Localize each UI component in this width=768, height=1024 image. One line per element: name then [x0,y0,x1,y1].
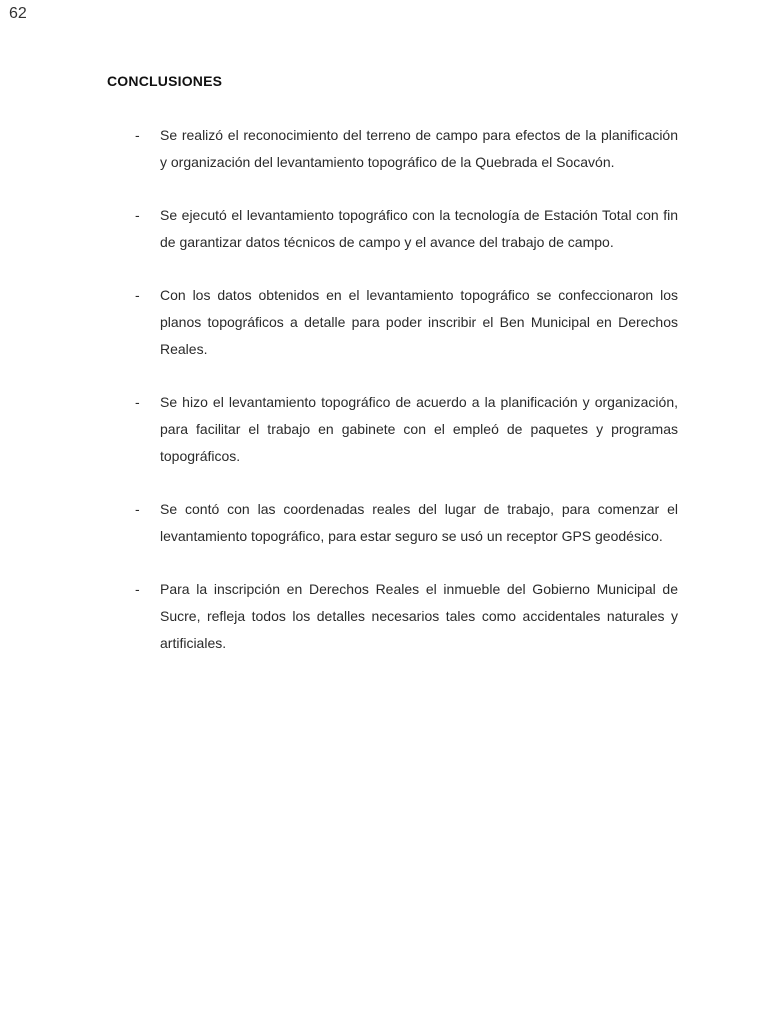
list-item [0,496,768,550]
bullet-dash: - [135,394,140,410]
list-item-text: Se ejecutó el levantamiento topográfico con la tecnología de Estación Total con fin de garantizar datos técnicos de campo y el avance del trabajo de campo. [160,207,678,250]
list-item [0,122,768,176]
bullet-dash: - [135,581,140,597]
bullet-dash: - [135,127,140,143]
list-item [0,282,768,363]
list-item [0,576,768,657]
list-item-text: Para la inscripción en Derechos Reales el inmueble del Gobierno Municipal de Sucre, refleja todos los detalles necesarios tales como accidentales naturales y artificiales. [160,581,678,651]
list-item [0,389,768,470]
list-item [0,202,768,256]
bullet-dash: - [135,501,140,517]
section-title: CONCLUSIONES [107,73,223,89]
conclusions-list [0,122,768,683]
bullet-dash: - [135,207,140,223]
list-item-text: Con los datos obtenidos en el levantamiento topográfico se confeccionaron los planos topográficos a detalle para poder inscribir el Ben Municipal en Derechos Reales. [160,287,678,357]
bullet-dash: - [135,287,140,303]
page-number: 62 [9,5,27,22]
list-item-text: Se contó con las coordenadas reales del lugar de trabajo, para comenzar el levantamiento topográfico, para estar seguro se usó un receptor GPS geodésico. [160,501,678,544]
list-item-text: Se realizó el reconocimiento del terreno de campo para efectos de la planificación y organización del levantamiento topográfico de la Quebrada el Socavón. [160,127,678,170]
list-item-text: Se hizo el levantamiento topográfico de acuerdo a la planificación y organización, para facilitar el trabajo en gabinete con el empleó de paquetes y programas topográficos. [160,394,678,464]
